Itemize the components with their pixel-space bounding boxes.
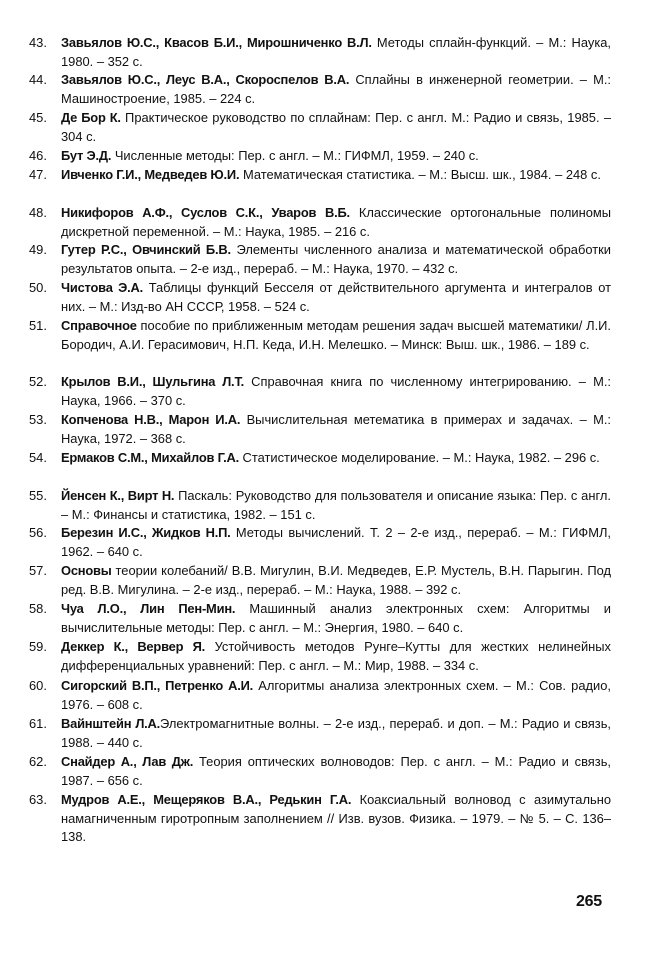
reference-number: 60. <box>29 678 47 693</box>
reference-text: Методы сплайн-функций. – М.: Наука, 1980. – 352 с. <box>61 35 612 69</box>
reference-text: Статистическое моделирование. – М.: Наука, 1982. – 296 с. <box>238 450 600 465</box>
reference-authors: Ермаков С.М., Михайлов Г.А. <box>61 450 239 465</box>
reference-authors: Основы <box>61 563 112 578</box>
reference-authors: Чистова Э.А. <box>61 280 144 295</box>
reference-number: 57. <box>29 563 47 578</box>
reference-number: 58. <box>29 601 47 616</box>
reference-number: 50. <box>29 280 47 295</box>
reference-text: Справочная книга по численному интегрированию. – М.: Наука, 1966. – 370 с. <box>61 374 611 408</box>
reference-number: 63. <box>29 792 47 807</box>
page-number: 265 <box>576 893 602 910</box>
reference-text: Машинный анализ электронных схем: Алгоритмы и вычислительные методы: Пер. с англ. – М.: Энергия, 1980. – 640 с. <box>61 601 611 635</box>
reference-authors: Бут Э.Д. <box>61 148 112 163</box>
reference-number: 46. <box>29 148 47 163</box>
reference-number: 61. <box>29 716 47 731</box>
reference-authors: Березин И.С., Жидков Н.П. <box>61 525 231 540</box>
reference-authors: Копченова Н.В., Марон И.А. <box>61 412 241 427</box>
reference-authors: Вайнштейн Л.А. <box>61 716 161 731</box>
reference-text: Устойчивость методов Рунге–Кутты для жестких нелинейных дифференциальных уравнений: Пер. с англ. – М.: Мир, 1988. – 334 с. <box>61 639 611 673</box>
reference-text: Численные методы: Пер. с англ. – М.: ГИФМЛ, 1959. – 240 с. <box>111 148 479 163</box>
reference-text: Математическая статистика. – М.: Высш. шк., 1984. – 248 с. <box>239 167 601 182</box>
reference-authors: Де Бор К. <box>61 110 121 125</box>
reference-authors: Завьялов Ю.С., Леус В.А., Скороспелов В.А. <box>61 72 350 87</box>
reference-number: 48. <box>29 205 47 220</box>
reference-text: пособие по приближенным методам решения задач высшей математики/ Л.И. Бородич, А.И. Герасимович, Н.П. Кеда, И.Н. Мелешко. – Минск: Выш. шк., 1986. – 189 с. <box>61 318 611 352</box>
reference-text: Паскаль: Руководство для пользователя и описание языка: Пер. с англ. – М.: Финансы и статистика, 1982. – 151 с. <box>61 488 611 522</box>
reference-text: Классические ортогональные полиномы дискретной переменной. – М.: Наука, 1985. – 216 с. <box>61 205 612 239</box>
reference-authors: Йенсен К., Вирт Н. <box>61 488 175 503</box>
reference-text: Элементы численного анализа и математической обработки результатов опыта. – 2-е изд., перераб. – М.: Наука, 1970. – 432 с. <box>61 242 611 276</box>
reference-number: 45. <box>29 110 47 125</box>
reference-number: 47. <box>29 167 47 182</box>
reference-number: 43. <box>29 35 47 50</box>
reference-number: 53. <box>29 412 47 427</box>
reference-authors: Никифоров А.Ф., Суслов С.К., Уваров В.Б. <box>61 205 350 220</box>
reference-number: 54. <box>29 450 47 465</box>
reference-number: 44. <box>29 72 47 87</box>
reference-number: 49. <box>29 242 47 257</box>
reference-number: 55. <box>29 488 47 503</box>
reference-authors: Крылов В.И., Шульгина Л.Т. <box>61 374 245 389</box>
reference-authors: Справочное <box>61 318 137 333</box>
reference-authors: Сигорский В.П., Петренко А.И. <box>61 678 254 693</box>
reference-text: Сплайны в инженерной геометрии. – М.: Машиностроение, 1985. – 224 с. <box>61 72 611 106</box>
reference-authors: Чуа Л.О., Лин Пен-Мин. <box>61 601 236 616</box>
reference-text: Вычислительная метематика в примерах и задачах. – М.: Наука, 1972. – 368 с. <box>61 412 611 446</box>
reference-authors: Мудров А.Е., Мещеряков В.А., Редькин Г.А. <box>61 792 352 807</box>
reference-text: Электромагнитные волны. – 2-е изд., перераб. и доп. – М.: Радио и связь, 1988. – 440 с. <box>61 716 611 750</box>
reference-text: теории колебаний/ В.В. Мигулин, В.И. Медведев, Е.Р. Мустель, В.Н. Парыгин. Под ред. В.В. Мигулина. – 2-е изд., перераб. – М.: Наука, 1988. – 392 с. <box>61 563 611 597</box>
reference-number: 59. <box>29 639 47 654</box>
reference-text: Алгоритмы анализа электронных схем. – М.: Сов. радио, 1976. – 608 с. <box>61 678 611 712</box>
reference-authors: Деккер К., Вервер Я. <box>61 639 206 654</box>
reference-text: Методы вычислений. Т. 2 – 2-е изд., перераб. – М.: ГИФМЛ, 1962. – 640 с. <box>61 525 611 559</box>
reference-number: 56. <box>29 525 47 540</box>
reference-text: Практическое руководство по сплайнам: Пер. с англ. М.: Радио и связь, 1985. – 304 с. <box>61 110 611 144</box>
reference-number: 52. <box>29 374 47 389</box>
reference-number: 51. <box>29 318 47 333</box>
reference-number: 62. <box>29 754 47 769</box>
reference-text: Коаксиальный волновод с азимутально намагниченным гиротропным заполнением // Изв. вузов. Физика. – 1979. – № 5. – С. 136–138. <box>61 792 611 845</box>
reference-authors: Снайдер А., Лав Дж. <box>61 754 194 769</box>
reference-text: Теория оптических волноводов: Пер. с англ. – М.: Радио и связь, 1987. – 656 с. <box>61 754 611 788</box>
reference-authors: Ивченко Г.И., Медведев Ю.И. <box>61 167 240 182</box>
reference-authors: Завьялов Ю.С., Квасов Б.И., Мирошниченко В.Л. <box>61 35 372 50</box>
reference-authors: Гутер Р.С., Овчинский Б.В. <box>61 242 231 257</box>
reference-text: Таблицы функций Бесселя от действительного аргумента и интегралов от них. – М.: Изд-во АН СССР, 1958. – 524 с. <box>61 280 612 314</box>
